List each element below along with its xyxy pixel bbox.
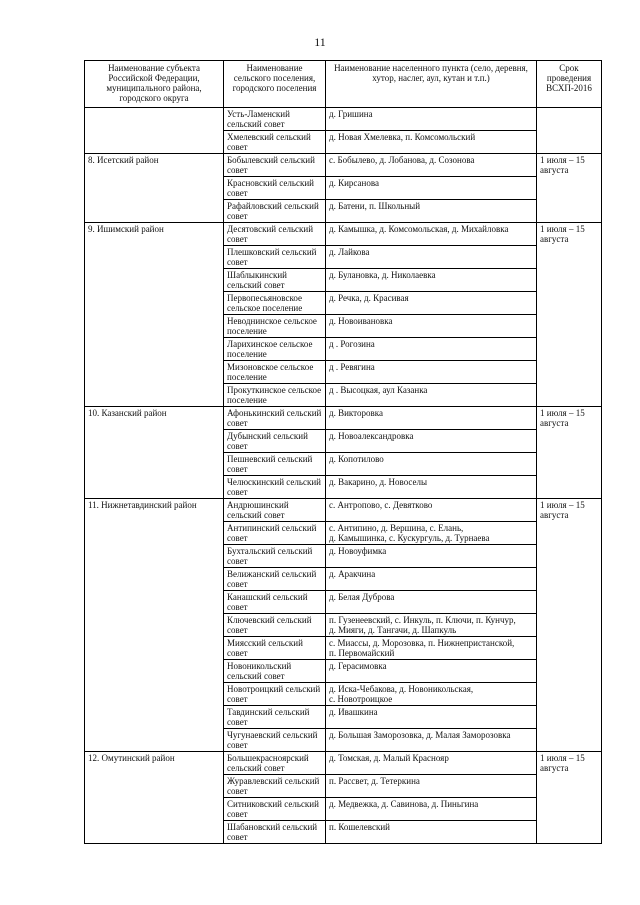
settlement-cell: Тавдинский сельский совет xyxy=(224,706,326,729)
district-name-cell: 8. Исетский район xyxy=(85,154,224,223)
localities-cell: с. Бобылево, д. Лобанова, д. Созонова xyxy=(326,154,537,177)
localities-cell: д. Гришина xyxy=(326,108,537,131)
settlement-cell: Десятовский сельский совет xyxy=(224,223,326,246)
localities-cell: д. Лайкова xyxy=(326,246,537,269)
localities-cell: д. Речка, д. Красивая xyxy=(326,292,537,315)
period-cell xyxy=(537,108,602,154)
localities-cell: с. Антипино, д. Вершина, с. Елань, д. Камышинка, с. Кускургуль, д. Турнаева xyxy=(326,522,537,545)
localities-cell: д. Иска-Чебакова, д. Новоникольская, с. Новотроицкое xyxy=(326,683,537,706)
localities-cell: д. Томская, д. Малый Краснояр xyxy=(326,752,537,775)
settlement-cell: Ключевский сельский совет xyxy=(224,614,326,637)
period-cell: 1 июля – 15 августа xyxy=(537,499,602,752)
localities-cell: д. Новоалександровка xyxy=(326,430,537,453)
settlement-cell: Усть-Ламенский сельский совет xyxy=(224,108,326,131)
settlement-cell: Новотроицкий сельский совет xyxy=(224,683,326,706)
settlement-cell: Плешковский сельский совет xyxy=(224,246,326,269)
settlement-cell: Шаблыкинский сельский совет xyxy=(224,269,326,292)
settlement-cell: Миясский сельский совет xyxy=(224,637,326,660)
period-cell: 1 июля – 15 августа xyxy=(537,407,602,499)
localities-cell: д. Новоуфимка xyxy=(326,545,537,568)
localities-cell: с. Антропово, с. Девятково xyxy=(326,499,537,522)
localities-cell: д. Кирсанова xyxy=(326,177,537,200)
settlement-cell: Журавлевский сельский совет xyxy=(224,775,326,798)
settlement-cell: Андрюшинский сельский совет xyxy=(224,499,326,522)
header-period: Срок проведения ВСХП-2016 xyxy=(537,61,602,108)
localities-cell: п. Гузенеевский, с. Инкуль, п. Ключи, п. Кунчур, д. Мияги, д. Тангачи, д. Шапкуль xyxy=(326,614,537,637)
period-cell: 1 июля – 15 августа xyxy=(537,223,602,407)
district-name-cell: 10. Казанский район xyxy=(85,407,224,499)
table-row xyxy=(85,752,602,775)
table-row xyxy=(85,407,602,430)
localities-cell: д. Большая Заморозовка, д. Малая Заморозовка xyxy=(326,729,537,752)
localities-cell: д. Новоивановка xyxy=(326,315,537,338)
localities-cell: д. Викторовка xyxy=(326,407,537,430)
table-header-row xyxy=(85,61,602,108)
settlement-cell: Канашский сельский совет xyxy=(224,591,326,614)
settlement-cell: Мизоновское сельское поселение xyxy=(224,361,326,384)
settlement-cell: Челюскинский сельский совет xyxy=(224,476,326,499)
district-name-cell: 12. Омутинский район xyxy=(85,752,224,844)
settlement-cell: Шабановский сельский совет xyxy=(224,821,326,844)
header-locality: Наименование населенного пункта (село, деревня, хутор, наслег, аул, кутан и т.п.) xyxy=(326,61,537,108)
district-name-cell: 11. Нижнетавдинский район xyxy=(85,499,224,752)
settlement-cell: Большекрасноярский сельский совет xyxy=(224,752,326,775)
settlement-cell: Велижанский сельский совет xyxy=(224,568,326,591)
table-body xyxy=(85,108,602,844)
census-schedule-table xyxy=(84,60,602,844)
settlement-cell: Красновский сельский совет xyxy=(224,177,326,200)
district-name-cell: 9. Ишимский район xyxy=(85,223,224,407)
settlement-cell: Хмелевский сельский совет xyxy=(224,131,326,154)
settlement-cell: Прокуткинское сельское поселение xyxy=(224,384,326,407)
localities-cell: п. Рассвет, д. Тетеркина xyxy=(326,775,537,798)
localities-cell: д. Батени, п. Школьный xyxy=(326,200,537,223)
settlement-cell: Неводнинское сельское поселение xyxy=(224,315,326,338)
localities-cell: д. Вакарино, д. Новоселы xyxy=(326,476,537,499)
localities-cell: д. Аракчина xyxy=(326,568,537,591)
settlement-cell: Рафайловский сельский совет xyxy=(224,200,326,223)
localities-cell: д. Ивашкина xyxy=(326,706,537,729)
page-number: 11 xyxy=(314,35,326,49)
localities-cell: с. Миассы, д. Морозовка, п. Нижнепристанской, п. Первомайский xyxy=(326,637,537,660)
localities-cell: д. Белая Дуброва xyxy=(326,591,537,614)
table-row xyxy=(85,108,602,131)
settlement-cell: Ситниковский сельский совет xyxy=(224,798,326,821)
settlement-cell: Ларихинское сельское поселение xyxy=(224,338,326,361)
settlement-cell: Бухтальский сельский совет xyxy=(224,545,326,568)
settlement-cell: Первопесьяновское сельское поселение xyxy=(224,292,326,315)
header-subject: Наименование субъекта Российской Федерации, муниципального района, городского округа xyxy=(85,61,224,108)
localities-cell: д. Новая Хмелевка, п. Комсомольский xyxy=(326,131,537,154)
period-cell: 1 июля – 15 августа xyxy=(537,752,602,844)
localities-cell: д . Ревягина xyxy=(326,361,537,384)
localities-cell: д. Булановка, д. Николаевка xyxy=(326,269,537,292)
settlement-cell: Чугунаевский сельский совет xyxy=(224,729,326,752)
period-cell: 1 июля – 15 августа xyxy=(537,154,602,223)
settlement-cell: Бобылевский сельский совет xyxy=(224,154,326,177)
localities-cell: д. Копотилово xyxy=(326,453,537,476)
localities-cell: д. Медвежка, д. Савинова, д. Пиньгина xyxy=(326,798,537,821)
settlement-cell: Новоникольский сельский совет xyxy=(224,660,326,683)
table-row xyxy=(85,499,602,522)
table-row xyxy=(85,154,602,177)
settlement-cell: Пешневский сельский совет xyxy=(224,453,326,476)
settlement-cell: Афонькинский сельский совет xyxy=(224,407,326,430)
localities-cell: д. Камышка, д. Комсомольская, д. Михайловка xyxy=(326,223,537,246)
settlement-cell: Дубынский сельский совет xyxy=(224,430,326,453)
table-row xyxy=(85,223,602,246)
localities-cell: д . Рогозина xyxy=(326,338,537,361)
localities-cell: д . Высоцкая, аул Казанка xyxy=(326,384,537,407)
localities-cell: п. Кошелевский xyxy=(326,821,537,844)
district-name-cell xyxy=(85,108,224,154)
localities-cell: д. Герасимовка xyxy=(326,660,537,683)
header-settlement: Наименование сельского поселения, городского поселения xyxy=(224,61,326,108)
settlement-cell: Антипинский сельский совет xyxy=(224,522,326,545)
